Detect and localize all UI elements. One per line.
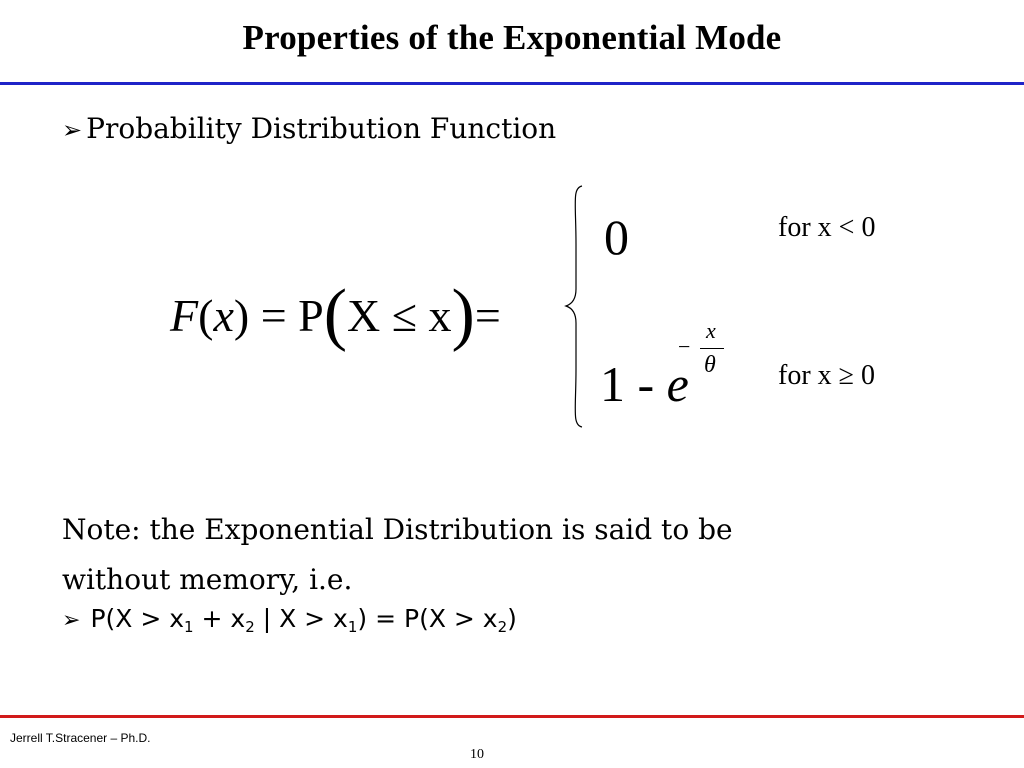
mem-part3: | X > x <box>254 604 348 633</box>
formula-lparen: ( <box>198 290 214 341</box>
mem-sub3: 1 <box>347 618 358 636</box>
mem-part2: + x <box>193 604 246 633</box>
page-number: 10 <box>470 747 484 762</box>
formula-F: F <box>170 290 199 341</box>
footer-author: Jerrell T.Stracener – Ph.D. <box>10 731 151 745</box>
case1-condition: for x ≥ 0 <box>778 360 876 391</box>
formula-lhs <box>170 275 501 355</box>
formula-x: x <box>213 290 234 341</box>
case1-prefix: 1 - <box>600 356 667 412</box>
mem-sub2: 2 <box>245 618 255 636</box>
slide-title: Properties of the Exponential Mode <box>242 18 782 57</box>
fraction-bar <box>700 348 724 349</box>
case0-value: 0 <box>604 209 629 265</box>
formula-P: P <box>298 290 324 341</box>
memoryless-property <box>62 604 517 636</box>
exponent-denominator: θ <box>704 352 716 378</box>
mem-part5: ) <box>507 604 517 633</box>
formula-rparen: ) <box>233 290 250 341</box>
left-brace-icon <box>564 184 586 429</box>
formula-big-rparen: ) <box>451 276 475 353</box>
note-line-1: Note: the Exponential Distribution is said to be <box>62 513 733 546</box>
note-paragraph <box>62 505 782 605</box>
mem-part1: P(X > x <box>90 604 185 633</box>
mem-part4: ) = P(X > x <box>357 604 498 633</box>
case1-e: e <box>666 356 689 412</box>
exponent-numerator: x <box>706 318 716 343</box>
bullet-item <box>62 112 556 145</box>
mem-sub1: 1 <box>184 618 194 636</box>
formula-equals-1: = <box>249 290 299 341</box>
case0-condition: for x < 0 <box>778 212 876 243</box>
mem-sub4: 2 <box>497 618 508 636</box>
arrow-bullet-icon: ➢ <box>62 116 83 144</box>
formula-equals-2: = <box>474 290 501 341</box>
formula-inner: X ≤ x <box>347 290 452 341</box>
case1-expression <box>600 355 689 413</box>
bottom-divider <box>0 715 1024 718</box>
formula-big-lparen: ( <box>323 276 348 353</box>
top-divider <box>0 82 1024 85</box>
note-line-2: without memory, i.e. <box>62 563 353 596</box>
bullet-text: Probability Distribution Function <box>86 112 557 145</box>
arrow-bullet-icon: ➢ <box>62 608 81 633</box>
exponent-minus: − <box>678 334 691 359</box>
